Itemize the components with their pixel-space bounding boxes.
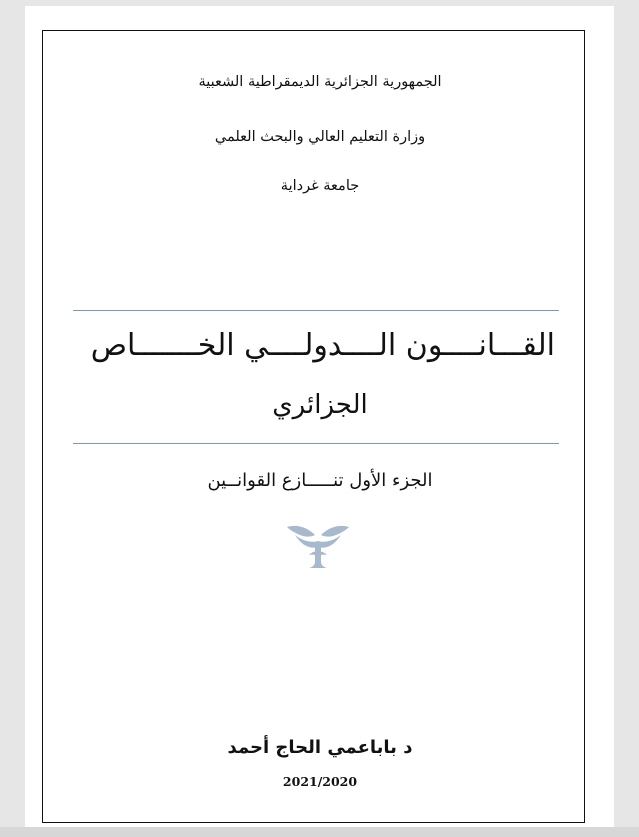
subtitle: الجزء الأول تنـــــازع القوانــين [207,470,433,491]
ministry-name: وزارة التعليم العالي والبحث العلمي [214,129,426,145]
republic-name: الجمهورية الجزائرية الديمقراطية الشعبية [198,74,442,90]
document-page [25,6,614,837]
university-name: جامعة غرداية [280,178,360,194]
academic-year: 2021/2020 [282,774,358,789]
floral-ornament-icon [285,521,351,571]
page-border [42,30,585,823]
main-title-line-1: القـــانــــون الــــدولــــي الخـــــــاص [90,328,555,363]
title-top-rule [73,310,559,311]
author-name: د باباعمي الحاج أحمد [227,737,413,758]
viewer-bottom-bar [0,827,639,837]
title-bottom-rule [73,443,559,444]
main-title-line-2: الجزائري [272,390,368,420]
